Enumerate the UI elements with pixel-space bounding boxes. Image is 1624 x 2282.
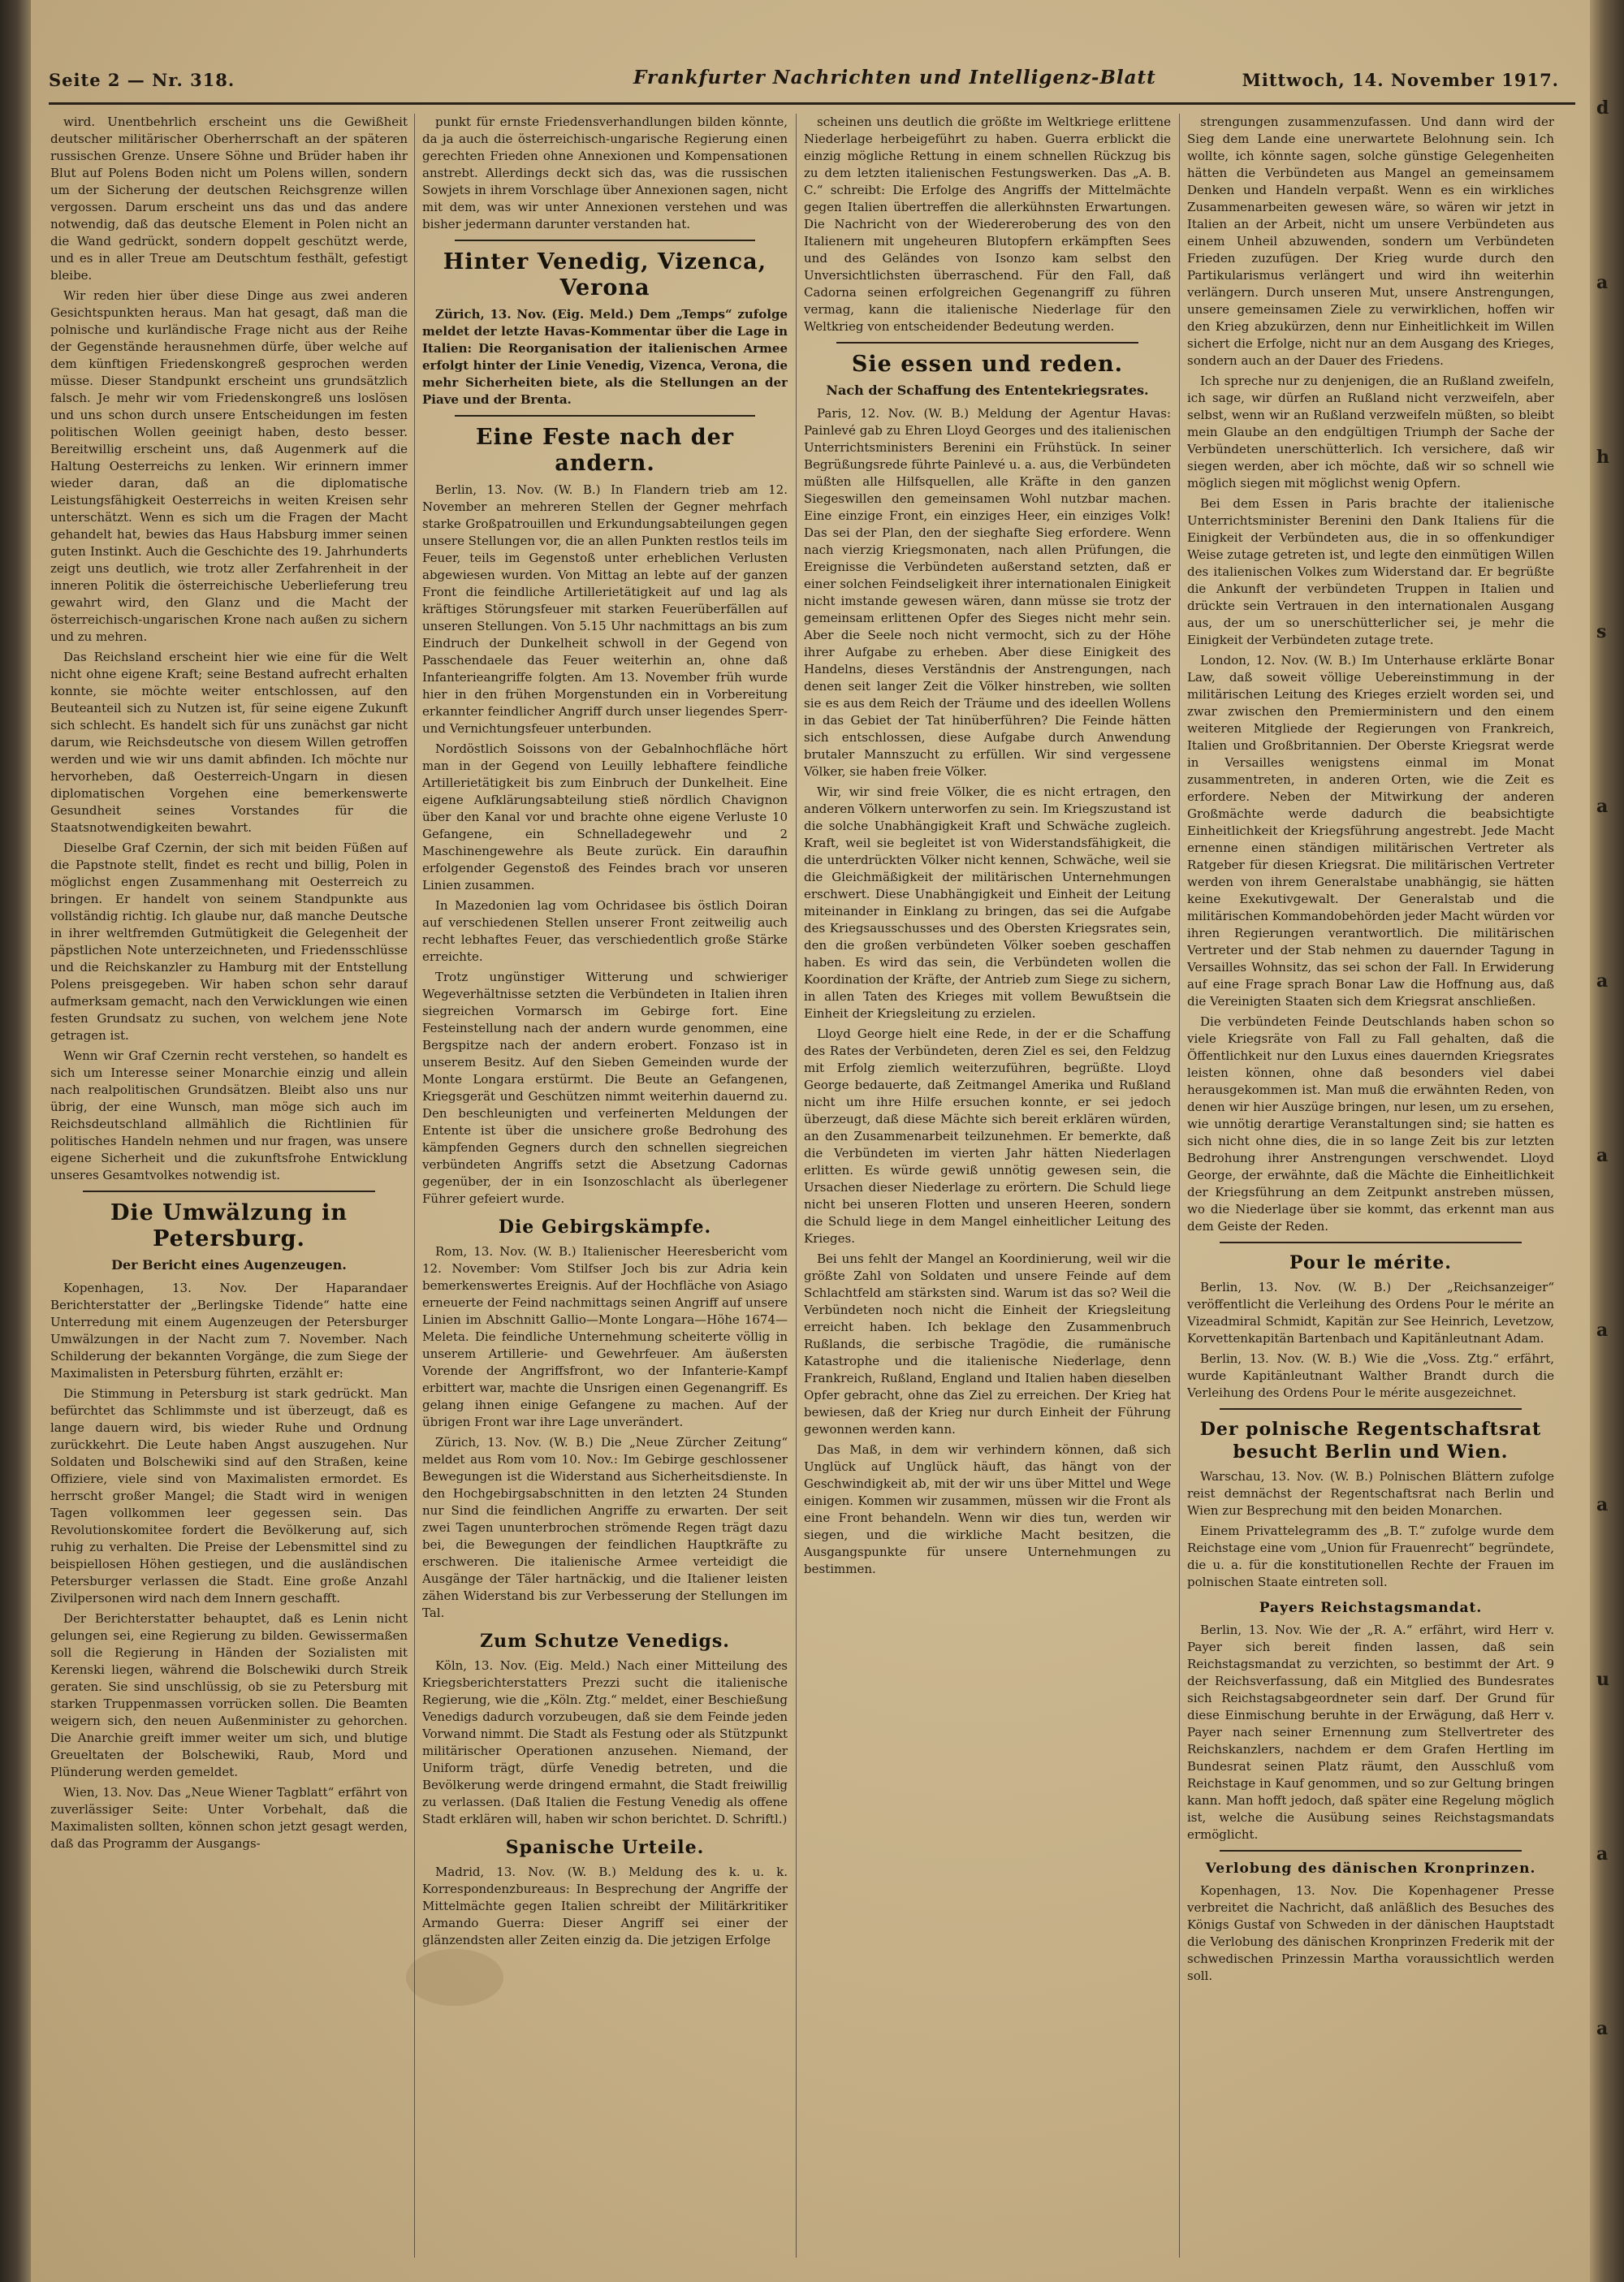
article-divider: [455, 415, 755, 417]
article-paragraph: Das Maß, in dem wir verhindern können, daß sich Unglück auf Unglück häuft, das hängt von der Geschwindigkeit ab, mit der wir uns über Mittel und Wege einigen. Kommen wir zusammen, müssen wir die Front als eine Front behandeln. Wenn wir dies tun, werden wir siegen, und die wirkliche Macht besitzen, die Ausgangspunkte für unsere Unternehmungen zu bestimmen.: [804, 1442, 1171, 1576]
article-paragraph: punkt für ernste Friedensverhandlungen bilden könnte, da ja auch die österreichisch-ungarische Regierung einen gerechten Frieden ohne Annexionen und Kompensationen anstrebt. Allerdings deckt sich das, was die russischen Sowjets in ihrem Vorschlage über Annexionen sagen, nicht mit dem, was wir unter Annexionen verstehen und was bisher jedermann darunter verstanden hat.: [422, 115, 788, 231]
column-4: [1187, 114, 1554, 2266]
article-paragraph: Kopenhagen, 13. Nov. Die Kopenhagener Presse verbreitet die Nachricht, daß anläßlich des Besuches des Königs Gustaf von Schweden in der dänischen Hauptstadt die Verlobung des dänischen Kronprinzen Frederik mit der schwedischen Prinzessin Martha voraussichtlich werden soll.: [1187, 1883, 1554, 1983]
adjacent-page-glyph: a: [1596, 1494, 1609, 1515]
article-body: [422, 1243, 788, 1622]
article-paragraph: Warschau, 13. Nov. (W. B.) Polnischen Blättern zufolge reist demnächst der Regentschaftsrat nach Berlin und Wien zur Besprechung mit den beiden Monarchen.: [1187, 1469, 1554, 1518]
column-rule: [414, 114, 415, 2258]
adjacent-page-glyph: a: [1596, 970, 1609, 992]
article-paragraph: Bei dem Essen in Paris brachte der italienische Unterrichtsminister Berenini den Dank Italiens für die Einigkeit der Verbündeten aus, die in so offenkundiger Weise zutage getreten ist, und legte den einmütigen Willen des italienischen Volkes zum Widerstand dar. Er begrüßte die Ankunft der verbündeten Truppen in Italien und drückte sein Vertrauen in den internationalen Ausgang aus, der um so unerschütterlicher sei, je mehr die Einigkeit der Verbündeten zutage trete.: [1187, 496, 1554, 647]
article-divider: [1220, 1408, 1522, 1410]
column-3: [804, 114, 1171, 2266]
article-body: [1187, 114, 1554, 1235]
adjacent-page-glyph: a: [1596, 796, 1609, 817]
newspaper-masthead: Frankfurter Nachrichten und Intelligenz-Blatt: [633, 67, 1156, 89]
article-body: [422, 1864, 788, 1949]
headline-feste: Eine Feste nach der andern.: [475, 425, 735, 476]
article-paragraph: Rom, 13. Nov. (W. B.) Italienischer Heeresbericht vom 12. November: Vom Stilfser Joch bis zur Adria kein bemerkenswertes Ereignis. Auf der Hochfläche von Asiago erneuerte der Feind nachmittags seinen Angriff auf unsere Linien im Abschnitt Gallio—Monte Longara—Höhe 1674—Meleta. Die feindliche Unternehmung scheiterte völlig in unserem Artillerie- und Gewehrfeuer. Am äußersten Vorende der Angriffsfront, wo der Infanterie-Kampf erbittert war, machte die Unsrigen einen Gegenangriff. Es gelang ihnen einige Gefangene zu machen. Auf der übrigen Front war ihre Lage unverändert.: [422, 1244, 788, 1429]
article-paragraph: In Mazedonien lag vom Ochridasee bis östlich Doiran auf verschiedenen Stellen unserer Front zeitweilig auch recht lebhaftes Feuer, das verschiedentlich große Stärke erreichte.: [422, 898, 788, 964]
article-paragraph: wird. Unentbehrlich erscheint uns die Gewißheit deutscher militärischer Oberherrschaft an der späteren russischen Grenze. Unsere Söhne und Brüder haben ihr Blut auf Polens Boden nicht um Polens willen, sondern um der Sicherung der deutschen Reichsgrenze willen vergossen. Darum erscheint uns das und das andere notwendig, daß das deutsche Element in Polen nicht an die Wand gedrückt, sondern doppelt geschützt werde, und es in aller Treue am Deutschtum festhält, gefestigt bleibe.: [50, 115, 408, 283]
article-divider: [1220, 1242, 1522, 1243]
headline-petersburg: Die Umwälzung in Petersburg.: [110, 1200, 348, 1251]
article-paragraph: Trotz ungünstiger Witterung und schwieriger Wegeverhältnisse setzten die Verbündeten in Italien ihren siegreichen Vormarsch im Gebirge fort. Eine Festeinstellung nach der andern wurde genommen, eine Bergspitze nach der andern erobert. Fonzaso ist in unserem Besitz. Auf den Sieben Gemeinden wurde der Monte Longara erstürmt. Die Beute an Gefangenen, Kriegsgerät und Geschützen nimmt weiterhin dauernd zu. Den beschleunigten und verfeinerten Meldungen der Entente ist über die unsichere große Bedrohung des kämpfenden Gegners durch den schnellen siegreichen verbündeten Angriffs setzt die Absetzung Cadornas gegenüber, der in ein Isonzoschlacht als überlegener Führer gefeiert wurde.: [422, 970, 788, 1206]
headline-spanische-urteile: Spanische Urteile.: [505, 1837, 705, 1858]
article-paragraph: Zürich, 13. Nov. (Eig. Meld.) Dem „Temps“ zufolge meldet der letzte Havas-Kommentar über die Lage in Italien: Die Reorganisation der italienischen Armee erfolgt hinter der Linie Venedig, Vizenca, Verona, die mehr Sicherheiten biete, als die Stellungen an der Piave und der Brenta.: [422, 307, 788, 407]
article-paragraph: Kopenhagen, 13. Nov. Der Haparandaer Berichterstatter der „Berlingske Tidende“ hatte eine Unterredung mit einem Augenzeugen der Petersburger Umwälzungen in der Nacht zum 7. November. Nach Schilderung der bekannten Vorgänge, die zum Siege der Maximalisten in Petersburg führten, erzählt er:: [50, 1281, 408, 1381]
column-rule: [1179, 114, 1180, 2258]
adjacent-page-edge: [1590, 0, 1624, 2282]
adjacent-page-glyph: a: [1596, 1843, 1609, 1865]
article-paragraph: Dieselbe Graf Czernin, der sich mit beiden Füßen auf die Papstnote stellt, findet es recht und billig, Polen in möglichst engen Zusammenhang mit Oesterreich zu bringen. Er handelt von seinem Standpunkte aus vollständig richtig. Ich glaube nur, daß manche Deutsche in ihrer weltfremden Gutmütigkeit die Gelegenheit der päpstlichen Note unterzeichneten, und Friedensschlüsse und die Reichskanzler zu Hamburg mit der Entstellung Polens preisgegeben. Wir haben schon sehr darauf aufmerksam gemacht, nach den Verwicklungen wie einen festen Grundsatz zu suchen, von welchem jene Note getragen ist.: [50, 841, 408, 1043]
article-paragraph: Nordöstlich Soissons von der Gebalnhochfläche hört man in der Gegend von Leuilly lebhaftere feindliche Artillerietätigkeit bis zum Einbruch der Dunkelheit. Eine eigene Aufklärungsabteilung stieß nördlich Chavignon über den Kanal vor und brachte ohne eigene Verluste 10 Gefangene, ein Schnelladegewehr und 2 Maschinengewehre als Beute zurück. Ein daraufhin erfolgender Gegenstoß des Feindes brach vor unseren Linien zusammen.: [422, 741, 788, 892]
article-paragraph: Wien, 13. Nov. Das „Neue Wiener Tagblatt“ erfährt von zuverlässiger Seite: Unter Vorbehalt, daß die Maximalisten sollten, können schon jetzt gesagt werden, daß das Programm der Ausgangs-: [50, 1785, 408, 1851]
adjacent-page-glyph: u: [1596, 1669, 1609, 1690]
issue-date: Mittwoch, 14. November 1917.: [1242, 70, 1559, 90]
headline-gebirgskaempfe: Die Gebirgskämpfe.: [498, 1217, 712, 1238]
adjacent-page-glyph: a: [1596, 1320, 1609, 1341]
column-rule: [796, 114, 797, 2258]
headline-regentschaftsrat: Der polnische Regentschaftsrat besucht Berlin und Wien.: [1199, 1419, 1542, 1463]
article-paragraph: Bei uns fehlt der Mangel an Koordinierung, weil wir die größte Zahl von Soldaten und unsere Feinde auf dem Schlachtfeld am stärksten sind. Warum ist das so? Weil die Verbündeten noch nicht die Einheit der Kriegsleitung erreicht haben. Ich beklage den Zusammenbruch Rußlands, die serbische Tragödie, die rumänische Katastrophe und die italienische Niederlage, denn Frankreich, Rußland, England und Italien haben dieselben Opfer gebracht, ohne das Ziel zu erreichen. Der Krieg hat bewiesen, daß der Krieg nur durch Einheit der Führung gewonnen werden kann.: [804, 1251, 1171, 1437]
article-paragraph: Zürich, 13. Nov. (W. B.) Die „Neue Zürcher Zeitung“ meldet aus Rom vom 10. Nov.: Im Gebirge geschlossener Bewegungen ist die Widerstand aus Sicherheitsdienste. In den Hochgebirgsabschnitten in den letzten 24 Stunden nur Sind die feindlichen Angriffe zu erwarten. Der seit zwei Tagen ununterbrochen strömende Regen trägt dazu bei, die Bewegungen der feindlichen Hauptkräfte zu erschweren. Die italienische Armee verteidigt die Ausgänge der Täler hartnäckig, und die Italiener leisten zähen Widerstand bis zur Verbesserung der Stellungen im Tal.: [422, 1435, 788, 1620]
article-paragraph: Madrid, 13. Nov. (W. B.) Meldung des k. u. k. Korrespondenzbureaus: In Besprechung der Angriffe der Mittelmächte gegen Italien schreibt der Militärkritiker Armando Guerra: Dieser Angriff sei einer der glänzendsten aller Zeiten einzig da. Die jetzigen Erfolge: [422, 1865, 788, 1947]
adjacent-page-glyph: a: [1596, 1145, 1609, 1166]
article-paragraph: Ich spreche nur zu denjenigen, die an Rußland zweifeln, ich sage, wir dürfen an Rußland nicht verzweifeln, aber selbst, wenn wir an Rußland verzweifeln müßten, so bleibt mein Glaube an den endgültigen Triumph der Sache der Verbündeten unerschütterlich. Ich versichere, daß wir siegen werden, aber ich möchte, daß wir so schnell wie möglich siegen mit möglichst wenig Opfern.: [1187, 374, 1554, 491]
adjacent-page-glyph: a: [1596, 2018, 1609, 2039]
subheadline: Der Bericht eines Augenzeugen.: [111, 1257, 347, 1273]
headline-pour-le-merite: Pour le mérite.: [1289, 1252, 1452, 1273]
adjacent-page-glyph: s: [1596, 621, 1607, 642]
article-paragraph: Lloyd George hielt eine Rede, in der er die Schaffung des Rates der Verbündeten, deren Ziel es sei, den Feldzug mit Erfolg ziemlich weiterzuführen, begrüßte. Lloyd George bedauerte, daß Zeitmangel Amerika und Rußland nicht um ihre Hilfe ersuchen konnte, er sei jedoch überzeugt, daß diese Mächte sich bereit erklären würden, an den Zusammenarbeit teilzunehmen. Er bemerkte, daß die Verbündeten im vierten Jahr hätten Niederlagen erlitten. Es würde gewiß unnötig gewesen sein, die Ursachen dieser Niederlage zu erörtern. Die Schuld liege nicht bei unseren Flotten und unseren Heeren, sondern die Schuld liege in dem Mangel einheitlicher Leitung des Krieges.: [804, 1026, 1171, 1246]
article-divider: [1220, 1850, 1522, 1852]
column-1: [50, 114, 408, 2266]
adjacent-page-glyph: d: [1596, 97, 1609, 119]
article-paragraph: scheinen uns deutlich die größte im Weltkriege erlittene Niederlage herbeigeführt zu haben. Guerra erblickt die einzig mögliche Rettung in einem schnellen Rückzug bis zu dem letzten italienischen Festungswerken. Das „A. B. C.“ schreibt: Die Erfolge des Angriffs der Mittelmächte gegen Italien übertreffen die allerkühnsten Erwartungen. Die Nachricht von der Wiedereroberung des von den Italienern mit ungeheuren Blutopfern erkämpften Sees und des Geländes von Isonzo kam selbst den Unversichtlichsten überraschend. Für den Fall, daß Cadorna seinen erfolgreichen Gegenangriff zu führen vermag, kann die italienische Niederlage für den Weltkrieg von entscheidender Bedeutung werden.: [804, 115, 1171, 334]
article-paragraph: Berlin, 13. Nov. (W. B.) In Flandern trieb am 12. November an mehreren Stellen der Gegner mehrfach starke Großpatrouillen und Erkundungsabteilungen gegen unsere Stellungen vor, die an allen Punkten restlos teils im Feuer, teils im Gegenstoß unter erheblichen Verlusten abgewiesen wurden. Von Mittag an lebte auf der ganzen Front die feindliche Artillerietätigkeit auf und lag als kräftiges Störungsfeuer mit starken Feuerüberfällen auf unseren Stellungen. Von 5.15 Uhr nachmittags an bis zum Eindruch der Dunkelheit schwoll in der Gegend von Passchendaele das Feuer weiterhin an, ohne daß Infanterieangriffe folgten. Am 13. November früh wurde hier in den frühen Morgenstunden ein in Vorbereitung erkannter feindlicher Angriff durch unser liegendes Sperr- und Vernichtungsfeuer unterbunden.: [422, 482, 788, 736]
column-2: [422, 114, 788, 2266]
headline-essen-reden: Sie essen und reden.: [851, 352, 1124, 377]
article-paragraph: Berlin, 13. Nov. (W. B.) Wie die „Voss. Ztg.“ erfährt, wurde Kapitänleutnant Walther Brandt durch die Verleihung des Ordens Pour le mérite ausgezeichnet.: [1187, 1351, 1554, 1400]
article-divider: [83, 1191, 375, 1192]
article-body: [1187, 1622, 1554, 1843]
article-paragraph: Wenn wir Graf Czernin recht verstehen, so handelt es sich um Interesse seiner Monarchie einzig und allein nach realpolitischen Grundsätzen. Bleibt also uns nur übrig, der eine Wunsch, man möge sich auch im Reichsdeutschland allmählich die Richtlinien für politisches Handeln nehmen und nur fragen, was unsere eigene Sicherheit und die zukunftsfrohe Entwicklung unseres Gesamtvolkes notwendig ist.: [50, 1048, 408, 1182]
article-paragraph: strengungen zusammenzufassen. Und dann wird der Sieg dem Lande eine unerwartete Belohnung sein. Ich wollte, ich könnte sagen, solche günstige Gelegenheiten hätten die Verbündeten aus Mangel an gemeinsamem Denken und Handeln verpaßt. Wenn es ein wirkliches Zusammenarbeiten gewesen wäre, so wären wir jetzt in Italien an der Arbeit, nicht um unsere Verbündeten aus einem Unheil abzuwenden, sondern um Verbündeten Frieden zuzufügen. Der Krieg wurde durch den Partikularismus verlängert und wird ihn weiterhin verlängern. Durch unseren Mut, unsere Anstrengungen, unsere gemeinsamen Ziele zu verwirklichen, hoffen wir den Krieg abzukürzen, denn nur Einheitlichkeit im Willen sichert die Erfolge, nicht nur an dem Ausgang des Krieges, sondern auch an der Dauer des Friedens.: [1187, 115, 1554, 368]
article-body: [1187, 1468, 1554, 1591]
article-body: [422, 1657, 788, 1828]
article-paragraph: Köln, 13. Nov. (Eig. Meld.) Nach einer Mitteilung des Kriegsberichterstatters Prezzi sucht die italienische Regierung, wie die „Köln. Ztg.“ meldet, einer Beschießung Venedigs dadurch vorzubeugen, daß sie dem Feinde jeden Vorwand nimmt. Die Stadt als Festung oder als Stützpunkt militärischer Operationen anzusehen. Niemand, der Uniform trägt, dürfe Venedig betreten, und die Bevölkerung werde dringend ermahnt, die Stadt freiwillig zu verlassen. (Daß Italien die Festung Venedig als offene Stadt erklären will, haben wir schon berichtet. D. Schriftl.): [422, 1658, 788, 1826]
article-paragraph: Einem Privattelegramm des „B. T.“ zufolge wurde dem Reichstage eine vom „Union für Frauenrecht“ begründete, die u. a. für die konstitutionellen Rechte der Frauen im polnischen Staate eintreten soll.: [1187, 1523, 1554, 1589]
article-divider: [455, 240, 755, 241]
article-paragraph: Wir reden hier über diese Dinge aus zwei anderen Gesichtspunkten heraus. Man hat gesagt, daß man die polnische und kurländische Frage nicht aus der Reihe der Gegenstände herausnehmen dürfe, über welche auf dem künftigen Friedenskongreß gesprochen werden müsse. Dieser Standpunkt erscheint uns grundsätzlich falsch. Je mehr wir vom Friedenskongreß uns loslösen und uns schon durch unsere Entscheidungen im festen politischen Wollen geeinigt haben, desto besser. Bereitwillig erscheint uns, daß Augenmerk auf die Haltung Oesterreichs zu lenken. Wir erinnern immer wieder daran, daß an die diplomatische Leistungsfähigkeit Oesterreichs in weiten Kreisen sehr unterschätzt. Wenn es sich um die Fragen der Macht gehandelt hat, bewies das Haus Habsburg immer seinen guten Instinkt. Auch die Geschichte des 19. Jahrhunderts zeigt uns deutlich, wie trotz aller Zerfahrenheit in der inneren Politik die österreichische Ueberlieferung treu gewahrt wird, den Glanz und die Macht der österreichisch-ungarischen Krone nach außen zu sichern und zu mehren.: [50, 288, 408, 644]
article-body: [50, 114, 408, 836]
headline-venedig: Hinter Venedig, Vizenca, Verona: [443, 249, 767, 300]
article-paragraph: Wir, wir sind freie Völker, die es nicht ertragen, den anderen Völkern unterworfen zu sein. Im Kriegszustand ist die solche Unabhängigkeit Kraft und Schwäche zugleich. Kraft, weil sie begleitet ist von Widerstandsfähigkeit, die die unterdrückten Völker nicht kennen, Schwäche, weil sie die Gleichmäßigkeit der militärischen Unternehmungen erschwert. Diese Unabhängigkeit und Einheit der Leitung miteinander in Einklang zu bringen, das sei die Aufgabe des Kriegsausschusses und des Obersten Kriegsrates sein, den die großen verbündeten Völker soeben geschaffen haben. Es wird das sein, die Verbündeten wollen die Koordination der Kräfte, der Antrieb zum Siege zu sichern, in allen Taten des Krieges mit vollem Bewußtsein die Einheit der Kriegsleitung zu erzielen.: [804, 784, 1171, 1021]
headline-kronprinz: Verlobung des dänischen Kronprinzen.: [1205, 1861, 1536, 1877]
article-body: [422, 114, 788, 233]
article-paragraph: Berlin, 13. Nov. Wie der „R. A.“ erfährt, wird Herr v. Payer sich bereit finden lassen, daß sein Reichstagsmandat zu verzichten, so bestimmt der Art. 9 der Reichsverfassung, daß ein Mitglied des Bundesrates sich Reichstagsabgeordneter sein darf. Der Grund für diese Einmischung beruhte in der Erwägung, daß Herr v. Payer nach seiner Ernennung zum Stellvertreter des Reichskanzlers, nachdem er dem Grafen Hertling im Bundesrat seinen Platz räumt, den Ausschluß vom Reichstage in Kauf genommen, und so zur Geltung bringen kann. Man hofft jedoch, daß später eine Regelung möglich ist, welche die Ausübung seines Reichstagsmandats ermöglicht.: [1187, 1623, 1554, 1842]
article-body: [50, 1280, 408, 1852]
article-body: [422, 482, 788, 1208]
article-body: [804, 114, 1171, 335]
subheadline: Nach der Schaffung des Ententekriegsrates.: [826, 382, 1149, 398]
article-paragraph: London, 12. Nov. (W. B.) Im Unterhause erklärte Bonar Law, daß soweit völlige Uebereinstimmung in der militärischen Leitung des Krieges erzielt worden sei, und zwar zwischen den Premierministern und den einem weiteren Mitgliede der Regierungen von Frankreich, Italien und Großbritannien. Der Oberste Kriegsrat werde in Versailles wenigstens einmal im Monat zusammentreten, in anderen Orten, wie die Zeit es erfordere. Neben der Mitwirkung der anderen Großmächte werde dadurch die beabsichtigte Einheitlichkeit der Kriegsführung angestrebt. Jede Macht ernenne einen ständigen militärischen Vertreter als Ratgeber für diesen Kriegsrat. Die militärischen Vertreter werden von ihrem Generalstabe unabhängig, sie hätten keine Exekutivgewalt. Der Generalstab und die militärischen Kommandobehörden jeder Macht würden vor ihren Regierungen verantwortlich. Die militärischen Vertreter und der Stab nehmen zu dauernder Tagung in Versailles Wohnsitz, das sei schon der Fall. In Erwiderung auf eine Frage sprach Bonar Law die Hoffnung aus, daß die Vereinigten Staaten sich dem Kriegsrat anschließen.: [1187, 653, 1554, 1009]
article-paragraph: Die Stimmung in Petersburg ist stark gedrückt. Man befürchtet das Schlimmste und ist überzeugt, daß es lange dauern wird, bis wieder Ruhe und Ordnung zurückkehrt. Die Leute haben Angst auszugehen. Nur Soldaten und Bolschewiki sind auf den Straßen, keine Offiziere, viele sind von Maximalisten ermordet. Es herrscht großer Mangel; die Stadt wird in wenigen Tagen vollkommen leer gegessen sein. Das Revolutionskomitee fordert die Bevölkerung auf, sich ruhig zu verhalten. Die Preise der Lebensmittel sind zu beispiellosen Höhen gestiegen, und die ausländischen Petersburger verlassen die Stadt. Eine große Anzahl Zivilpersonen wird nach dem Innern geschafft.: [50, 1386, 408, 1606]
article-paragraph: Das Reichsland erscheint hier wie eine für die Welt nicht ohne eigene Kraft; seine Bestand aufrecht erhalten konnte, sie möchte weiter entschlossen, auf den Beuteanteil sich zu Nutzen ist, für seine eigene Zukunft sich schlecht. Es handelt sich für uns zunächst gar nicht darum, wie Reichsdeutsche von diesem Willen getroffen werden und wie wir uns damit abfinden. Ich möchte nur hervorheben, daß Oesterreich-Ungarn in diesen diplomatischen Vorgehen eine bemerkenswerte Gesundheit seines Vorstandes für die Staatsnotwendigkeiten bewahrt.: [50, 650, 408, 835]
headline-venedigs-schutz: Zum Schutze Venedigs.: [480, 1631, 730, 1652]
adjacent-page-glyph: h: [1596, 447, 1609, 468]
article-body: [1187, 1279, 1554, 1402]
article-paragraph: Die verbündeten Feinde Deutschlands haben schon so viele Kriegsräte von Fall zu Fall gehalten, daß die Öffentlichkeit nur den Luxus eines dauernden Kriegsrates leisten können, ohne daß besonders viel dabei herausgekommen ist. Man muß die erwähnten Reden, von denen wir hier Auszüge bringen, nur lesen, um zu ersehen, wie unnötig derartige Veranstaltungen sind; sie hatten es sich nicht ohne dies, die in so lange Zeit bis zur letzten Bedrohung ihrer Anstrengungen verschwendet. Lloyd George, der erwähnte, daß die Mächte die Einheitlichkeit der Kriegsführung an dem Zeitpunkt anstreben müssen, wo die Niederlage über sie kommt, das erkennt man aus dem Geiste der Reden.: [1187, 1014, 1554, 1234]
article-body: [50, 840, 408, 1184]
article-body: [422, 306, 788, 408]
article-paragraph: Paris, 12. Nov. (W. B.) Meldung der Agentur Havas: Painlevé gab zu Ehren Lloyd Georges und des italienischen Unterrichtsministers Berenini ein Frühstück. In seiner Begrüßungsrede führte Painlevé u. a. aus, die Verbündeten müßten alle Hilfsquellen, alle Kräfte in den ganzen Siegeswillen den gemeinsamen Wohl nutzbar machen. Eine einzige Front, ein einziges Heer, ein einziges Volk! Das sei der Plan, den der sieghafte Sieg erfordere. Wenn nach vierzig Kriegsmonaten, nach allen Prüfungen, die Ereignisse die Verbündeten außerstand setzten, daß er einer solchen Feindseligkeit ihrer internationalen Einigkeit nicht imstande gewesen wären, dann müsse sie trotz der gemeinsam erlittenen Opfer des Sieges nicht mehr sein. Aber die Seele noch nicht vermocht, sich zu der Höhe ihrer Aufgabe zu erheben. Aber diese Einigkeit des Handelns, dieses Verständnis der Anstrengungen, nach denen seit langer Zeit die Völker hinstreben, wie sollten sie es aus dem Reich der Träume und des ideellen Wollens in das Gebiet der Tat hinüberführen? Die Feinde hätten sich entschlossen, diese Aufgabe durch Anwendung brutaler Mannszucht zu erfüllen. Wir sind vergessene Völker, sie haben freie Völker.: [804, 406, 1171, 779]
article-divider: [836, 342, 1138, 344]
article-paragraph: Berlin, 13. Nov. (W. B.) Der „Reichsanzeiger“ veröffentlicht die Verleihung des Ordens Pour le mérite an Vizeadmiral Schmidt, Kapitän zur See Heinrich, Levetzow, Korvettenkapitän Bartenbach und Kapitänleutnant Adam.: [1187, 1280, 1554, 1346]
book-binding: [0, 0, 31, 2282]
article-paragraph: Der Berichterstatter behauptet, daß es Lenin nicht gelungen sei, eine Regierung zu bilden. Gewissermaßen soll die Regierung in Händen der Sozialisten mit Kerenski liegen, während die Bolschewiki durch Streik geraten. Sie sind unschlüssig, ob sie zu Petersburg mit starken Truppenmassen vorrücken sollen. Die Beamten weigern sich, den neuen Außenminister zu gehorchen. Die Anarchie greift immer weiter um sich, und blutige Greueltaten der Bolschewiki, Raub, Mord und Plünderung werden gemeldet.: [50, 1611, 408, 1779]
headline-payers-mandat: Payers Reichstagsmandat.: [1259, 1600, 1483, 1616]
article-body: [1187, 1882, 1554, 1985]
adjacent-page-glyph: a: [1596, 272, 1609, 293]
article-body: [804, 405, 1171, 1578]
page-number: Seite 2 — Nr. 318.: [49, 70, 235, 90]
page-header: [49, 67, 1575, 105]
